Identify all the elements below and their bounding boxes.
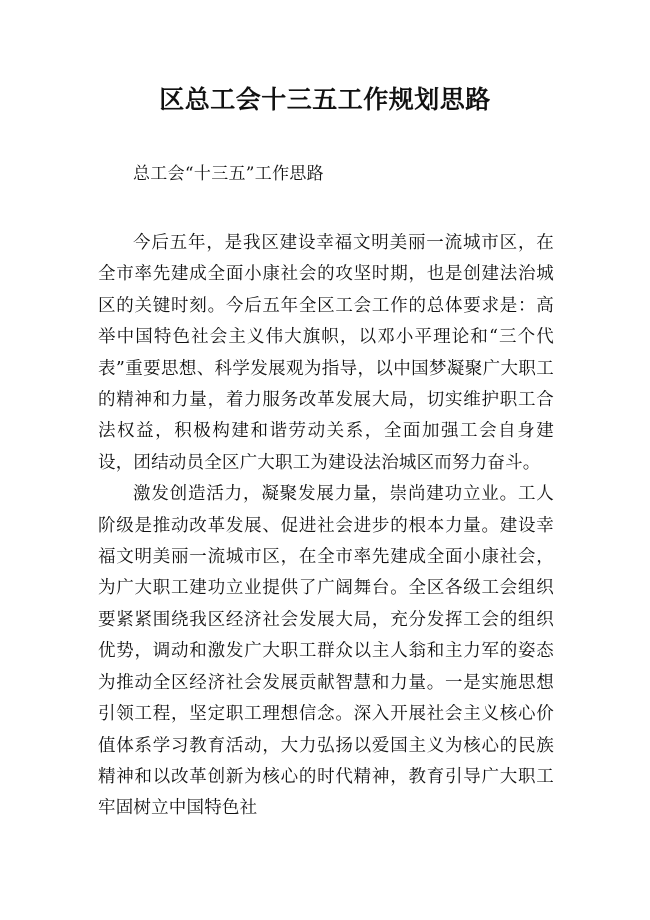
document-body [98,228,554,825]
document-subtitle: 总工会“十三五”工作思路 [133,164,324,184]
paragraph-2: 激发创造活力，凝聚发展力量，崇尚建功立业。工人阶级是推动改革发展、促进社会进步的根本力量。建设幸福文明美丽一流城市区，在全市率先建成全面小康社会，为广大职工建功立业提供了广阔舞台。全区各级工会组织要紧紧围绕我区经济社会发展大局，充分发挥工会的组织优势，调动和激发广大职工群众以主人翁和主力军的姿态为推动全区经济社会发展贡献智慧和力量。一是实施思想引领工程，坚定职工理想信念。深入开展社会主义核心价值体系学习教育活动，大力弘扬以爱国主义为核心的民族精神和以改革创新为核心的时代精神，教育引导广大职工牢固树立中国特色社 [98,484,554,819]
paragraph-1: 今后五年，是我区建设幸福文明美丽一流城市区，在全市率先建成全面小康社会的攻坚时期，也是创建法治城区的关键时刻。今后五年全区工会工作的总体要求是：高举中国特色社会主义伟大旗帜，以邓小平理论和“三个代表”重要思想、科学发展观为指导，以中国梦凝聚广大职工的精神和力量，着力服务改革发展大局，切实维护职工合法权益，积极构建和谐劳动关系，全面加强工会自身建设，团结动员全区广大职工为建设法治城区而努力奋斗。 [98,233,554,473]
document-title: 区总工会十三五工作规划思路 [159,85,491,114]
